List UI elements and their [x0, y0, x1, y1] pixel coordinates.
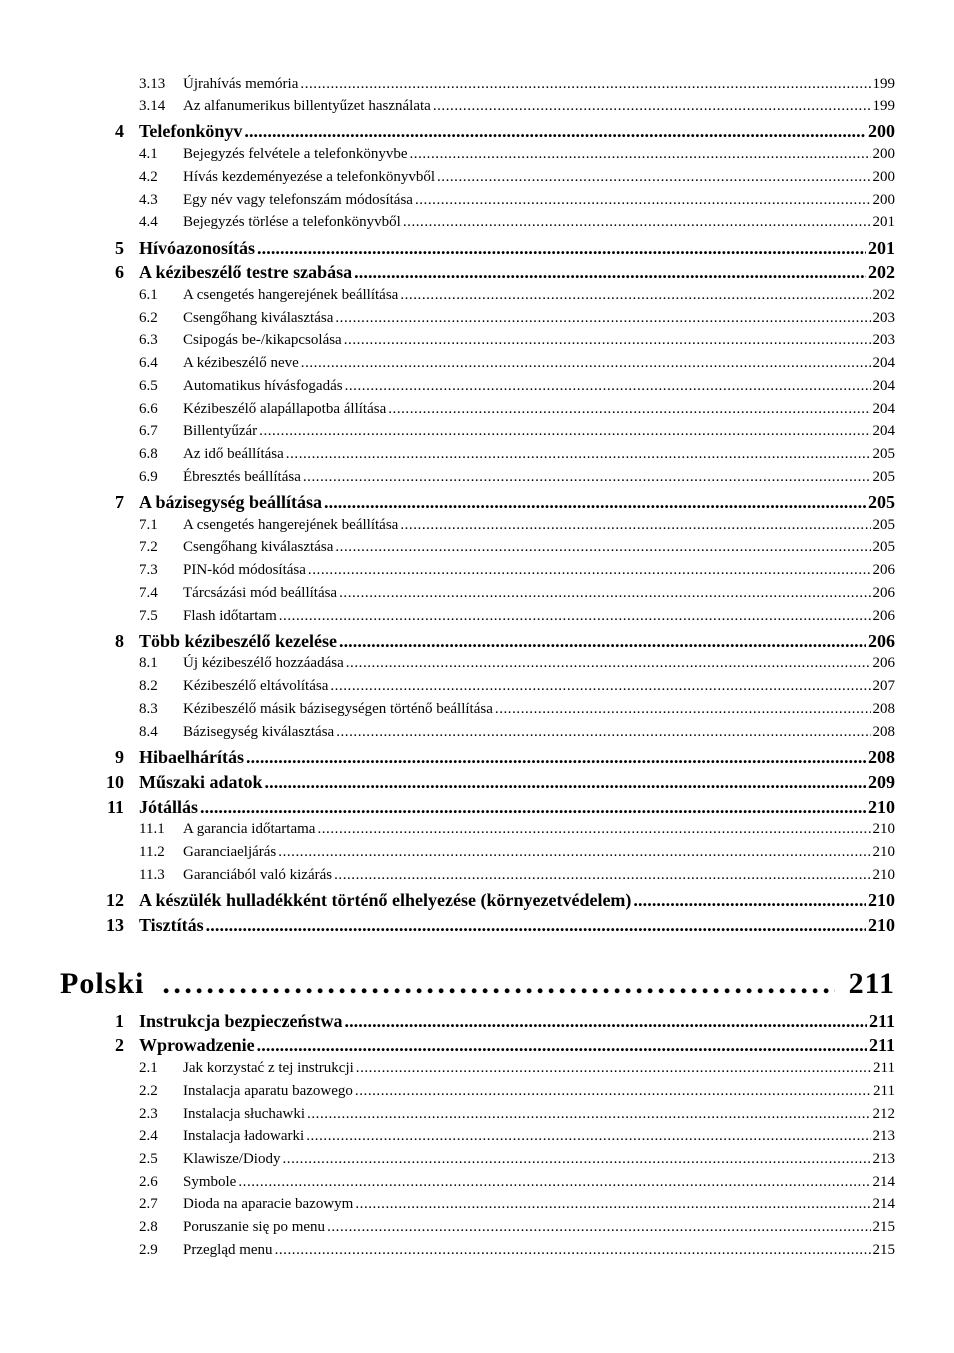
toc-title: Ébresztés beállítása [183, 469, 301, 485]
toc-section-row [0, 1035, 954, 1057]
toc-page-number: 210 [872, 821, 895, 837]
toc-number: 2.1 [139, 1060, 158, 1076]
toc-section-row [0, 747, 954, 769]
toc-number: 7.5 [139, 608, 158, 624]
toc-section-row [0, 915, 954, 937]
toc-subsection-row [0, 608, 954, 630]
toc-page-number: 211 [868, 1035, 895, 1055]
toc-number: 2.9 [139, 1242, 158, 1258]
toc-number: 7.4 [139, 585, 158, 601]
toc-page-number: 200 [872, 146, 895, 162]
toc-title: Jak korzystać z tej instrukcji [183, 1060, 354, 1076]
toc-title: Újrahívás memória [183, 76, 299, 92]
toc-title: A kézibeszélő neve [183, 355, 299, 371]
toc-subsection-row [0, 517, 954, 539]
toc-number: 7.1 [139, 517, 158, 533]
dot-leader [336, 724, 870, 741]
toc-page-number: 204 [872, 355, 895, 371]
toc-title: Jótállás [139, 797, 199, 817]
dot-leader [400, 287, 870, 304]
dot-leader [346, 655, 871, 672]
toc-section-row [0, 492, 954, 514]
dot-leader [633, 890, 866, 911]
toc-subsection-row [0, 585, 954, 607]
toc-subsection-row [0, 355, 954, 377]
toc-page-number: 201 [872, 214, 895, 230]
toc-number: 6.7 [139, 423, 158, 439]
toc-page-number: 205 [872, 539, 895, 555]
toc-subsection-row [0, 146, 954, 168]
toc-title: Dioda na aparacie bazowym [183, 1196, 354, 1212]
toc-number: 6.5 [139, 378, 158, 394]
toc-title: Hibaelhárítás [139, 747, 245, 767]
toc-page-number: 210 [868, 890, 895, 910]
toc-subsection-row [0, 310, 954, 332]
toc-number: 4.3 [139, 192, 158, 208]
toc-subsection-row [0, 401, 954, 423]
dot-leader [327, 1219, 870, 1236]
toc-title: Kézibeszélő eltávolítása [183, 678, 329, 694]
toc-number: 4.4 [139, 214, 158, 230]
toc-subsection-row [0, 1151, 954, 1173]
toc-page-number: 200 [868, 121, 895, 141]
toc-subsection-row [0, 469, 954, 491]
toc-page-number: 205 [868, 492, 895, 512]
toc-number: 9 [115, 747, 124, 767]
toc-page-number: 200 [872, 192, 895, 208]
toc-number: 2.2 [139, 1083, 158, 1099]
dot-leader [265, 772, 866, 793]
toc-number: 2.6 [139, 1174, 158, 1190]
toc-title: A garancia időtartama [183, 821, 316, 837]
toc-page-number: 201 [868, 238, 895, 258]
toc-title: Tisztítás [139, 915, 204, 935]
toc-page-number: 209 [868, 772, 895, 792]
toc-page-number: 208 [868, 747, 895, 767]
toc-title: Csengőhang kiválasztása [183, 310, 334, 326]
language-heading-row [0, 967, 954, 1003]
toc-subsection-row [0, 539, 954, 561]
toc-number: 8 [115, 631, 124, 651]
toc-title: Telefonkönyv [139, 121, 243, 141]
toc-number: 7.3 [139, 562, 158, 578]
toc-page-number: 206 [872, 585, 895, 601]
toc-subsection-row [0, 1242, 954, 1264]
toc-number: 7.2 [139, 539, 158, 555]
dot-leader [355, 1083, 871, 1100]
toc-title: Poruszanie się po menu [183, 1219, 326, 1235]
dot-leader [388, 401, 870, 418]
toc-title: Bejegyzés törlése a telefonkönyvből [183, 214, 401, 230]
toc-page-number: 210 [868, 797, 895, 817]
toc-page-number: 210 [872, 867, 895, 883]
toc-number: 10 [106, 772, 124, 792]
toc-number: 8.2 [139, 678, 158, 694]
toc-subsection-row [0, 98, 954, 120]
toc-subsection-row [0, 562, 954, 584]
dot-leader [330, 678, 870, 695]
dot-leader [415, 192, 871, 209]
dot-leader [282, 1151, 870, 1168]
toc-title: Kézibeszélő alapállapotba állítása [183, 401, 387, 417]
toc-number: 6.8 [139, 446, 158, 462]
dot-leader [307, 1106, 870, 1123]
dot-leader [354, 262, 866, 283]
toc-title: Csengőhang kiválasztása [183, 539, 334, 555]
toc-title: A bázisegység beállítása [139, 492, 322, 512]
toc-page-number: 206 [872, 562, 895, 578]
toc-section-row [0, 631, 954, 653]
toc-page-number: 213 [872, 1151, 895, 1167]
toc-page-number: 205 [872, 469, 895, 485]
toc-title: Tárcsázási mód beállítása [183, 585, 338, 601]
toc-title: Automatikus hívásfogadás [183, 378, 343, 394]
toc-title: Műszaki adatok [139, 772, 263, 792]
toc-page-number: 205 [872, 517, 895, 533]
toc-subsection-row [0, 1196, 954, 1218]
toc-title: Bejegyzés felvétele a telefonkönyvbe [183, 146, 408, 162]
toc-number: 11.1 [139, 821, 165, 837]
dot-leader [308, 562, 871, 579]
toc-page-number: 206 [868, 631, 895, 651]
toc-page-number: 202 [868, 262, 895, 282]
toc-section-row [0, 238, 954, 260]
toc-subsection-row [0, 214, 954, 236]
toc-subsection-row [0, 678, 954, 700]
toc-section-row [0, 797, 954, 819]
toc-title: Kézibeszélő másik bázisegységen történő beállítása [183, 701, 493, 717]
dot-leader [356, 1060, 871, 1077]
toc-page-number: 208 [872, 724, 895, 740]
toc-number: 6 [115, 262, 124, 282]
dot-leader [257, 1035, 867, 1056]
toc-number: 4 [115, 121, 124, 141]
toc-section-row [0, 1011, 954, 1033]
toc-number: 6.4 [139, 355, 158, 371]
toc-subsection-row [0, 332, 954, 354]
toc-section-row [0, 890, 954, 912]
toc-subsection-row [0, 844, 954, 866]
toc-title: A csengetés hangerejének beállítása [183, 287, 399, 303]
toc-number: 4.2 [139, 169, 158, 185]
dot-leader [409, 146, 870, 163]
toc-page-number: 199 [872, 76, 895, 92]
toc-subsection-row [0, 1128, 954, 1150]
toc-number: 2.7 [139, 1196, 158, 1212]
toc-subsection-row [0, 724, 954, 746]
toc-title: Instalacja ładowarki [183, 1128, 305, 1144]
toc-title: Több kézibeszélő kezelése [139, 631, 337, 651]
toc-page-number: 215 [872, 1242, 895, 1258]
toc-page-number: 199 [872, 98, 895, 114]
toc-number: 11.2 [139, 844, 165, 860]
dot-leader [162, 967, 834, 1001]
toc-subsection-row [0, 76, 954, 98]
toc-subsection-row [0, 378, 954, 400]
toc-subsection-row [0, 1060, 954, 1082]
dot-leader [324, 492, 866, 513]
toc-number: 11.3 [139, 867, 165, 883]
toc-subsection-row [0, 1083, 954, 1105]
toc-number: 5 [115, 238, 124, 258]
dot-leader [259, 423, 870, 440]
toc-title: A kézibeszélő testre szabása [139, 262, 353, 282]
toc-number: 2.5 [139, 1151, 158, 1167]
toc-title: Instalacja słuchawki [183, 1106, 306, 1122]
toc-title: Bázisegység kiválasztása [183, 724, 335, 740]
dot-leader [246, 747, 866, 768]
toc-title: Flash időtartam [183, 608, 277, 624]
toc-subsection-row [0, 446, 954, 468]
toc-page-number: 204 [872, 401, 895, 417]
toc-title: Przegląd menu [183, 1242, 273, 1258]
toc-title: PIN-kód módosítása [183, 562, 306, 578]
dot-leader [345, 378, 871, 395]
toc-number: 1 [115, 1011, 124, 1031]
dot-leader [355, 1196, 870, 1213]
toc-number: 2.3 [139, 1106, 158, 1122]
dot-leader [300, 76, 870, 93]
toc-page-number: 211 [873, 1060, 895, 1076]
toc-number: 3.14 [139, 98, 166, 114]
dot-leader [344, 332, 871, 349]
dot-leader [334, 867, 870, 884]
toc-title: Billentyűzár [183, 423, 258, 439]
dot-leader [244, 121, 866, 142]
toc-number: 2.8 [139, 1219, 158, 1235]
dot-leader [339, 585, 870, 602]
toc-number: 6.3 [139, 332, 158, 348]
toc-title: Polski [60, 967, 145, 1000]
toc-page-number: 213 [872, 1128, 895, 1144]
dot-leader [257, 238, 866, 259]
dot-leader [200, 797, 866, 818]
toc-title: Egy név vagy telefonszám módosítása [183, 192, 413, 208]
dot-leader [433, 98, 871, 115]
toc-number: 2 [115, 1035, 124, 1055]
dot-leader [339, 631, 866, 652]
toc-title: A csengetés hangerejének beállítása [183, 517, 399, 533]
toc-page-number: 214 [872, 1174, 895, 1190]
toc-page-number: 214 [872, 1196, 895, 1212]
toc-number: 7 [115, 492, 124, 512]
toc-subsection-row [0, 867, 954, 889]
toc-title: Csipogás be-/kikapcsolása [183, 332, 342, 348]
toc-page-number: 210 [868, 915, 895, 935]
toc-subsection-row [0, 655, 954, 677]
toc-subsection-row [0, 1174, 954, 1196]
toc-page-number: 207 [872, 678, 895, 694]
dot-leader [206, 915, 866, 936]
dot-leader [344, 1011, 867, 1032]
toc-subsection-row [0, 287, 954, 309]
toc-page-number: 203 [872, 310, 895, 326]
toc-page-number: 215 [872, 1219, 895, 1235]
toc-page-number: 212 [872, 1106, 895, 1122]
toc-number: 12 [106, 890, 124, 910]
dot-leader [317, 821, 870, 838]
toc-page-number: 210 [872, 844, 895, 860]
toc-title: Hívás kezdeményezése a telefonkönyvből [183, 169, 435, 185]
toc-page-number: 206 [872, 608, 895, 624]
toc-number: 4.1 [139, 146, 158, 162]
toc-title: Instrukcja bezpieczeństwa [139, 1011, 343, 1031]
toc-subsection-row [0, 701, 954, 723]
toc-subsection-row [0, 821, 954, 843]
toc-page-number: 204 [872, 423, 895, 439]
toc-title: Symbole [183, 1174, 237, 1190]
dot-leader [403, 214, 871, 231]
toc-page-number: 208 [872, 701, 895, 717]
toc-page-number: 211 [873, 1083, 895, 1099]
toc-title: Garanciaeljárás [183, 844, 277, 860]
toc-title: A készülék hulladékként történő elhelyezése (környezetvédelem) [139, 890, 632, 910]
dot-leader [279, 608, 871, 625]
dot-leader [400, 517, 870, 534]
dot-leader [238, 1174, 870, 1191]
toc-page-number: 204 [872, 378, 895, 394]
toc-section-row [0, 262, 954, 284]
toc-title: Klawisze/Diody [183, 1151, 281, 1167]
toc-number: 6.2 [139, 310, 158, 326]
toc-title: Instalacja aparatu bazowego [183, 1083, 353, 1099]
dot-leader [303, 469, 871, 486]
toc-title: Hívóazonosítás [139, 238, 256, 258]
dot-leader [335, 310, 870, 327]
toc-number: 8.1 [139, 655, 158, 671]
toc-subsection-row [0, 192, 954, 214]
toc-subsection-row [0, 169, 954, 191]
dot-leader [335, 539, 870, 556]
dot-leader [301, 355, 871, 372]
dot-leader [278, 844, 870, 861]
toc-title: Új kézibeszélő hozzáadása [183, 655, 344, 671]
toc-number: 6.9 [139, 469, 158, 485]
toc-page-number: 211 [868, 1011, 895, 1031]
toc-number: 2.4 [139, 1128, 158, 1144]
toc-title: Garanciából való kizárás [183, 867, 333, 883]
toc-page-number: 203 [872, 332, 895, 348]
toc-title: Az alfanumerikus billentyűzet használata [183, 98, 431, 114]
toc-number: 13 [106, 915, 124, 935]
toc-number: 8.4 [139, 724, 158, 740]
dot-leader [437, 169, 871, 186]
toc-subsection-row [0, 1219, 954, 1241]
toc-page-number: 206 [872, 655, 895, 671]
toc-subsection-row [0, 1106, 954, 1128]
toc-page-number: 200 [872, 169, 895, 185]
toc-page-number: 205 [872, 446, 895, 462]
dot-leader [286, 446, 871, 463]
toc-number: 6.6 [139, 401, 158, 417]
toc-subsection-row [0, 423, 954, 445]
toc-number: 6.1 [139, 287, 158, 303]
dot-leader [275, 1242, 871, 1259]
toc-title: Wprowadzenie [139, 1035, 255, 1055]
toc-page-number: 202 [872, 287, 895, 303]
toc-number: 3.13 [139, 76, 166, 92]
toc-page-number: 211 [848, 967, 895, 1000]
toc-title: Az idő beállítása [183, 446, 284, 462]
dot-leader [306, 1128, 870, 1145]
dot-leader [495, 701, 871, 718]
toc-section-row [0, 772, 954, 794]
toc-number: 8.3 [139, 701, 158, 717]
toc-section-row [0, 121, 954, 143]
toc-number: 11 [106, 797, 124, 817]
